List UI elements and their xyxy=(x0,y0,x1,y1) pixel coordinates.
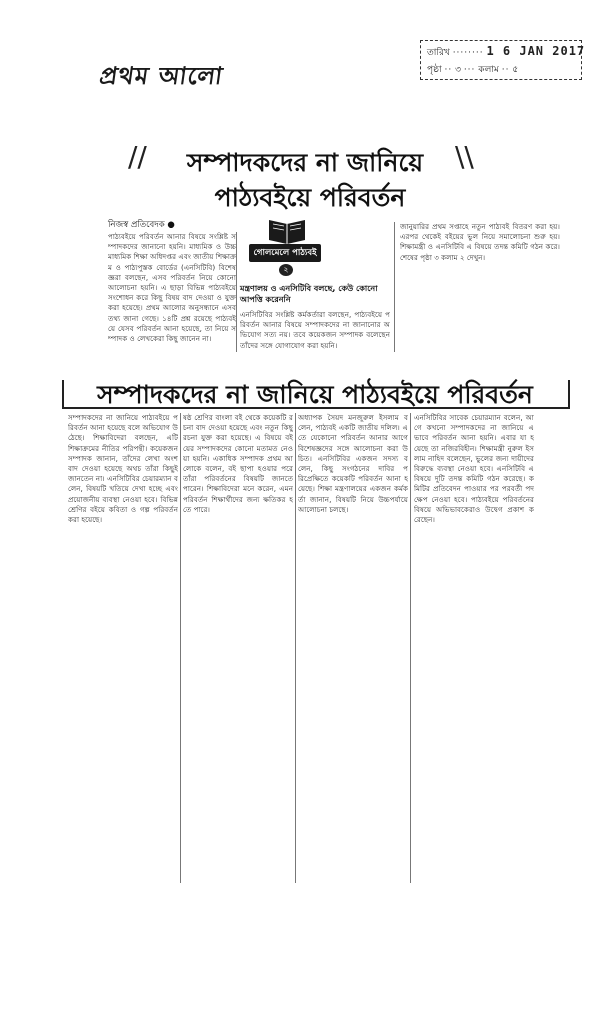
headline-line-1: সম্পাদকদের না জানিয়ে xyxy=(186,148,424,177)
headline-bracket-right xyxy=(568,380,570,408)
clipping-date-stamp xyxy=(420,40,586,80)
top-column-3: জানুয়ারির প্রথম সপ্তাহে নতুন পাঠ্যবই বিতরণ করা হয়। এরপর থেকেই বইয়ের ভুল নিয়ে সমালোচনা শুরু হয়। শিক্ষামন্ত্রী ও এনসিটিবি এ বিষয়ে তদন্ত কমিটি গঠন করে। শেষের পৃষ্ঠা ৩ কলাম ২ দেখুন। xyxy=(400,222,560,262)
book-icon xyxy=(267,214,307,244)
byline: নিজস্ব প্রতিবেদক ● xyxy=(108,220,175,230)
stamp-dots: ·· xyxy=(444,65,453,75)
bottom-column-2: ষষ্ঠ শ্রেণির বাংলা বই থেকে কয়েকটি রচনা বাদ দেওয়া হয়েছে এবং নতুন কিছু রচনা যুক্ত করা হয়েছে। এ বিষয়ে বইয়ের সম্পাদকদের কোনো মতামত নেওয়া হয়নি। একাধিক সম্পাদক প্রথম আলোকে বলেন, বই ছাপা হওয়ার পরে তাঁরা পরিবর্তনের বিষয়টি জানতে পারেন। শিক্ষাবিদেরা মনে করেন, এমন পরিবর্তন শিক্ষার্থীদের জন্য ক্ষতিকর হতে পারে। xyxy=(183,413,293,514)
newspaper-masthead: প্রথম আলো xyxy=(97,62,226,90)
column-rule xyxy=(295,413,296,883)
story-subheadline: মন্ত্রণালয় ও এনসিটিবি বলছে, কেউ কোনো আপত্তি করেননি xyxy=(240,284,378,304)
top-column-1: পাঠ্যবইয়ে পরিবর্তন আনার বিষয়ে সংশ্লিষ্ট সম্পাদকদের জানানো হয়নি। মাধ্যমিক ও উচ্চমাধ্যমিক শিক্ষা অধিদপ্তর এবং জাতীয় শিক্ষাক্রম ও পাঠ্যপুস্তক বোর্ডের (এনসিটিবি) বিশেষজ্ঞরা বলছেন, এসব পরিবর্তন নিয়ে কোনো আলোচনা হয়নি। এ ছাড়া বিভিন্ন পাঠ্যবইয়ে সংশোধন করে কিছু বিষয় বাদ দেওয়া ও যুক্ত করা হয়েছে। প্রথম আলোর অনুসন্ধানে এসব তথ্য জানা গেছে। ১৪টি প্রশ্ন রয়েছে পাঠ্যবইয়ে যেসব পরিবর্তন আনা হয়েছে, তা নিয়ে সম্পাদক ও লেখকেরা কিছু জানেন না। xyxy=(108,232,236,344)
stamp-dots: ·· xyxy=(501,65,510,75)
series-logo xyxy=(243,214,331,276)
headline-line-2: পাঠ্যবইয়ে পরিবর্তন xyxy=(214,183,406,212)
stamp-date-label: তারিখ xyxy=(427,48,450,58)
stamp-page-row xyxy=(427,62,518,77)
stamp-column-value: ৫ xyxy=(512,65,519,75)
stamp-dots: ········ xyxy=(452,48,484,58)
stamp-column-label: কলাম xyxy=(478,65,499,75)
column-rule xyxy=(410,413,411,883)
series-logo-label: গোলমেলে পাঠ্যবই xyxy=(249,244,321,262)
column-rule xyxy=(236,232,237,352)
headline-bracket-left xyxy=(62,380,64,408)
column-rule xyxy=(394,222,395,352)
stamp-page-label: পৃষ্ঠা xyxy=(427,65,442,75)
headline-repeat: সম্পাদকদের না জানিয়ে পাঠ্যবইয়ে পরিবর্তন xyxy=(97,380,533,409)
headline-slash-right: \\ xyxy=(455,140,474,173)
column-rule xyxy=(180,413,181,883)
bottom-column-3: অধ্যাপক সৈয়দ মনজুরুল ইসলাম বলেন, পাঠ্যবই একটি জাতীয় দলিল। এতে যেকোনো পরিবর্তন আনার আগে বিশেষজ্ঞদের সঙ্গে আলোচনা করা উচিত। এনসিটিবির একজন সদস্য বলেন, কিছু সংগঠনের দাবির পরিপ্রেক্ষিতে কয়েকটি পরিবর্তন আনা হয়েছে। শিক্ষা মন্ত্রণালয়ের একজন কর্মকর্তা জানান, বিষয়টি নিয়ে উচ্চপর্যায়ে আলোচনা চলছে। xyxy=(298,413,408,514)
stamp-dots: ··· xyxy=(463,65,476,75)
headline-underline xyxy=(62,407,570,409)
stamp-date-value: 1 6 JAN 2017 xyxy=(486,44,586,58)
headline-slash-left: // xyxy=(128,140,147,173)
stamp-page-value: ৩ xyxy=(455,65,461,75)
bottom-column-4: এনসিটিবির সাবেক চেয়ারম্যান বলেন, আগে কখনো সম্পাদকদের না জানিয়ে এভাবে পরিবর্তন আনা হয়নি। এবার যা হয়েছে তা নজিরবিহীন। শিক্ষামন্ত্রী নুরুল ইসলাম নাহিদ বলেছেন, ভুলের জন্য দায়ীদের বিরুদ্ধে ব্যবস্থা নেওয়া হবে। এনসিটিবি এ বিষয়ে দুটি তদন্ত কমিটি গঠন করেছে। কমিটির প্রতিবেদন পাওয়ার পর পরবর্তী পদক্ষেপ নেওয়া হবে। পাঠ্যবইয়ে পরিবর্তনের বিষয়ে অভিভাবকেরাও উদ্বেগ প্রকাশ করেছেন। xyxy=(414,413,534,525)
bottom-column-1: সম্পাদকদের না জানিয়ে পাঠ্যবইয়ে পরিবর্তন আনা হয়েছে বলে অভিযোগ উঠেছে। শিক্ষাবিদেরা বলছেন, এটি শিক্ষাক্রমের নীতির পরিপন্থী। কয়েকজন সম্পাদক জানান, তাঁদের লেখা অংশ বাদ দেওয়া হয়েছে অথচ তাঁরা কিছুই জানতেন না। এনসিটিবির চেয়ারম্যান বলেন, বিষয়টি খতিয়ে দেখা হচ্ছে এবং প্রয়োজনীয় ব্যবস্থা নেওয়া হবে। বিভিন্ন শ্রেণির বইয়ে কবিতা ও গল্প পরিবর্তন করা হয়েছে। xyxy=(68,413,178,525)
top-column-2: এনসিটিবির সংশ্লিষ্ট কর্মকর্তারা বলছেন, পাঠ্যবইয়ে পরিবর্তন আনার বিষয়ে সম্পাদকদের না জানানোর অভিযোগ সত্য নয়। তবে কয়েকজন সম্পাদক বলেছেন তাঁদের সঙ্গে যোগাযোগ করা হয়নি। xyxy=(240,310,390,350)
series-logo-number: ২ xyxy=(279,264,293,276)
stamp-date-row xyxy=(427,44,585,60)
